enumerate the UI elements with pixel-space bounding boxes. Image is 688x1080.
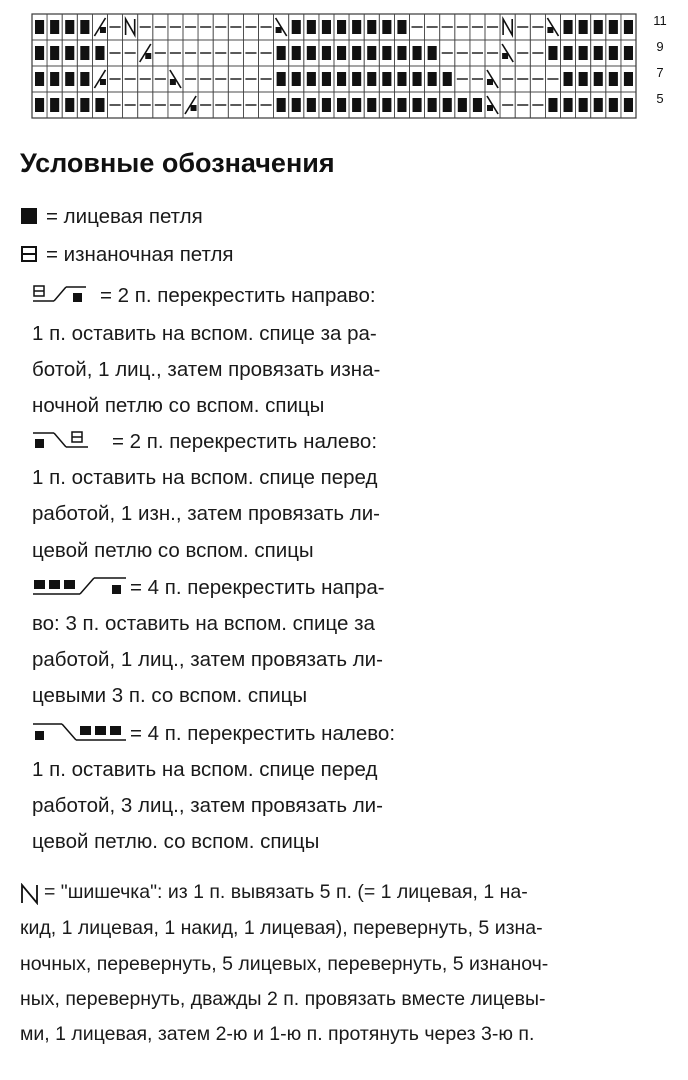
cross-left-2-line-3: работой, 1 изн., затем провязать ли- [32, 502, 380, 525]
knit-stitch-mark [624, 72, 633, 86]
knit-symbol-icon [21, 208, 37, 224]
knit-stitch-mark [337, 46, 346, 60]
knit-stitch-mark [352, 20, 361, 34]
knit-stitch-mark [35, 20, 44, 34]
cross-left-2-symbol-icon [32, 430, 96, 452]
row-number-11: 11 [653, 13, 667, 28]
knit-stitch-mark [443, 72, 452, 86]
knit-stitch-mark [322, 98, 331, 112]
cross-right-4-symbol-icon [32, 574, 132, 600]
knit-stitch-mark [65, 98, 74, 112]
knit-stitch-mark [548, 98, 557, 112]
knit-stitch-mark [65, 72, 74, 86]
knit-stitch-mark [307, 46, 316, 60]
knit-stitch-mark [594, 46, 603, 60]
knit-stitch-mark [50, 72, 59, 86]
cross-right-4-line-2: во: 3 п. оставить на вспом. спице за [32, 612, 375, 635]
knit-stitch-mark [50, 46, 59, 60]
knit-stitch-mark [307, 72, 316, 86]
knit-stitch-mark [428, 46, 437, 60]
knit-stitch-mark [292, 46, 301, 60]
cross-left-2-line-2: 1 п. оставить на вспом. спице перед [32, 466, 378, 489]
knit-stitch-mark [95, 98, 104, 112]
knit-stitch-mark [594, 98, 603, 112]
knit-stitch-mark [307, 20, 316, 34]
knit-stitch-mark [609, 72, 618, 86]
knit-stitch-mark [413, 46, 422, 60]
knit-stitch-mark [428, 72, 437, 86]
knit-stitch-mark [50, 98, 59, 112]
knit-stitch-mark [564, 98, 573, 112]
knit-stitch-mark [292, 72, 301, 86]
knit-stitch-mark [594, 20, 603, 34]
knit-stitch-mark [35, 72, 44, 86]
knit-stitch-mark [65, 20, 74, 34]
knit-stitch-mark [428, 98, 437, 112]
knit-stitch-mark [473, 98, 482, 112]
cross-right-2-line-1: = 2 п. перекрестить направо: [100, 284, 376, 307]
legend-knit-text: = лицевая петля [46, 205, 203, 228]
knit-stitch-mark [624, 46, 633, 60]
knit-stitch-mark [609, 98, 618, 112]
knit-stitch-mark [277, 98, 286, 112]
knitting-chart [0, 0, 688, 120]
knit-stitch-mark [397, 46, 406, 60]
knit-stitch-mark [50, 20, 59, 34]
cross-left-4-line-2: 1 п. оставить на вспом. спице перед [32, 758, 378, 781]
knit-stitch-mark [322, 46, 331, 60]
knit-stitch-mark [397, 98, 406, 112]
cross-left-4-line-4: цевой петлю. со вспом. спицы [32, 830, 320, 853]
knit-stitch-mark [413, 72, 422, 86]
knit-stitch-mark [307, 98, 316, 112]
knit-stitch-mark [292, 20, 301, 34]
cross-left-knit-mark [502, 53, 508, 59]
cross-right-2-line-4: ночной петлю со вспом. спицы [32, 394, 325, 417]
knit-stitch-mark [80, 98, 89, 112]
knit-stitch-mark [609, 20, 618, 34]
row-number-9: 9 [656, 39, 664, 54]
knit-stitch-mark [292, 98, 301, 112]
bobble-line-3: ночных, перевернуть, 5 лицевых, перевернуть, 5 изнаноч- [20, 953, 549, 975]
legend-purl-text: = изнаночная петля [46, 243, 234, 266]
knit-stitch-mark [352, 46, 361, 60]
knit-stitch-mark [277, 46, 286, 60]
knit-stitch-mark [337, 20, 346, 34]
knit-stitch-mark [564, 72, 573, 86]
knit-stitch-mark [80, 20, 89, 34]
bobble-line-5: ми, 1 лицевая, затем 2-ю и 1-ю п. протянуть через 3-ю п. [20, 1023, 535, 1045]
knit-stitch-mark [579, 98, 588, 112]
cross-right-2-symbol-icon [32, 284, 96, 306]
bobble-symbol-icon [20, 883, 40, 905]
knit-stitch-mark [337, 72, 346, 86]
cross-left-4-symbol-icon [32, 720, 132, 746]
cross-right-knit-mark [145, 53, 151, 59]
knit-stitch-mark [594, 72, 603, 86]
cross-right-knit-mark [191, 105, 197, 111]
knit-stitch-mark [579, 72, 588, 86]
cross-right-4-line-4: цевыми 3 п. со вспом. спицы [32, 684, 308, 707]
bobble-line-4: ных, перевернуть, дважды 2 п. провязать вместе лицевы- [20, 988, 546, 1010]
knit-stitch-mark [35, 46, 44, 60]
knit-stitch-mark [609, 46, 618, 60]
knit-stitch-mark [382, 72, 391, 86]
knit-stitch-mark [579, 20, 588, 34]
knit-stitch-mark [458, 98, 467, 112]
knit-stitch-mark [382, 20, 391, 34]
knit-stitch-mark [367, 98, 376, 112]
knit-stitch-mark [624, 20, 633, 34]
cross-left-knit-mark [487, 79, 493, 85]
knit-stitch-mark [397, 20, 406, 34]
knit-stitch-mark [382, 46, 391, 60]
cross-left-4-line-3: работой, 3 лиц., затем провязать ли- [32, 794, 383, 817]
cross-left-2-line-4: цевой петлю со вспом. спицы [32, 539, 314, 562]
legend-title: Условные обозначения [20, 148, 335, 178]
cross-right-knit-mark [100, 79, 106, 85]
cross-right-4-line-1: = 4 п. перекрестить напра- [130, 576, 385, 599]
cross-left-knit-mark [276, 27, 282, 33]
knit-stitch-mark [322, 20, 331, 34]
knit-stitch-mark [80, 46, 89, 60]
cross-left-4-line-1: = 4 п. перекрестить налево: [130, 722, 396, 745]
knit-stitch-mark [548, 46, 557, 60]
knit-stitch-mark [564, 20, 573, 34]
knit-stitch-mark [352, 98, 361, 112]
cross-right-2-line-3: ботой, 1 лиц., затем провязать изна- [32, 358, 381, 381]
cross-right-4-line-3: работой, 1 лиц., затем провязать ли- [32, 648, 383, 671]
knit-stitch-mark [95, 46, 104, 60]
knit-stitch-mark [35, 98, 44, 112]
bobble-line-2: кид, 1 лицевая, 1 накид, 1 лицевая), перевернуть, 5 изна- [20, 917, 543, 939]
cross-right-2-line-2: 1 п. оставить на вспом. спице за ра- [32, 322, 377, 345]
purl-symbol-icon [21, 246, 37, 262]
knit-stitch-mark [367, 20, 376, 34]
cross-left-2-line-1: = 2 п. перекрестить налево: [112, 430, 378, 453]
row-number-7: 7 [656, 65, 664, 80]
cross-left-knit-mark [487, 105, 493, 111]
knit-stitch-mark [367, 46, 376, 60]
knit-stitch-mark [579, 46, 588, 60]
knit-stitch-mark [352, 72, 361, 86]
knit-stitch-mark [277, 72, 286, 86]
knit-stitch-mark [624, 98, 633, 112]
knit-stitch-mark [80, 72, 89, 86]
bobble-line-1: = "шишечка": из 1 п. вывязать 5 п. (= 1 лицевая, 1 на- [44, 881, 528, 903]
knit-stitch-mark [322, 72, 331, 86]
knit-stitch-mark [413, 98, 422, 112]
chart-grid [0, 0, 688, 120]
cross-left-knit-mark [547, 27, 553, 33]
knit-stitch-mark [443, 98, 452, 112]
row-number-5: 5 [656, 91, 664, 106]
knit-stitch-mark [382, 98, 391, 112]
knit-stitch-mark [564, 46, 573, 60]
knit-stitch-mark [65, 46, 74, 60]
knit-stitch-mark [367, 72, 376, 86]
cross-right-knit-mark [100, 27, 106, 33]
cross-left-knit-mark [170, 79, 176, 85]
knit-stitch-mark [397, 72, 406, 86]
knit-stitch-mark [337, 98, 346, 112]
